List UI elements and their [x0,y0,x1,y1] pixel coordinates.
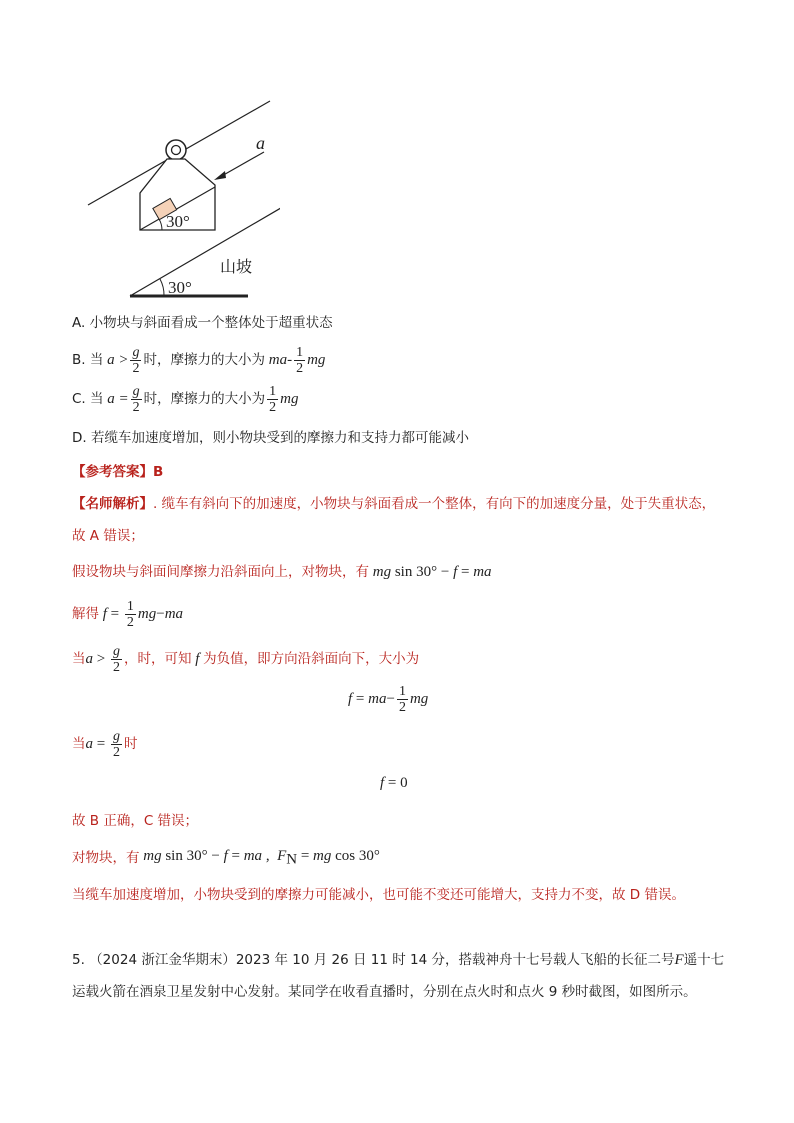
question-5-text-1: 5. （2024 浙江金华期末）2023 年 10 月 26 日 11 时 14 分，搭载神舟十七号载人飞船的长征二号 [72,952,675,968]
outer-angle-label: 30° [168,278,192,297]
question-5-line-1 [72,950,724,970]
reference-answer: 【参考答案】B [72,464,164,480]
analysis-text-5b: ，时，可知 [123,651,192,667]
option-b-mid: 时，摩擦力的大小为 [143,352,265,368]
symbol-f: f [191,651,204,667]
analysis-line-7: 故 B 正确，C 错误； [72,813,199,829]
analysis-text-8: 对物块，有 [72,850,140,866]
option-a: A. 小物块与斜面看成一个整体处于超重状态 [72,315,333,331]
question-5-line-2: 运载火箭在酒泉卫星发射中心发射。某同学在收看直播时，分别在点火时和点火 9 秒时截图，如图所示。 [72,984,697,1000]
analysis-text-4: 解得 [72,606,99,622]
option-b-condition: a > [103,352,129,368]
analysis-text-3: 假设物块与斜面间摩擦力沿斜面向上，对物块，有 [72,564,369,580]
slope-label: 山坡 [220,257,253,276]
analysis-text-6a: 当 [72,736,86,752]
option-b-prefix: B. 当 [72,352,104,368]
condition-a-gt: a > $\frac{g}{2}$ [85,643,120,675]
option-c-mg: mg [280,391,299,407]
outer-angle-arc [160,279,164,296]
analysis-text-6b: 时 [123,736,138,752]
analysis-line-4 [72,598,183,630]
cable-car-figure [80,95,280,305]
analysis-text-5c: 为负值，即方向沿斜面向下，大小为 [203,651,420,667]
equation-f-solution: f = $\frac{1}{2}$ mg − ma [99,598,184,630]
question-5-f-symbol: F [674,952,684,968]
option-b-ma: ma- [264,352,293,368]
pulley-inner [172,146,181,155]
analysis-line-6 [72,728,137,760]
equation-f-zero: f = 0 [380,775,408,791]
analysis-heading: 【名师解析】 [72,496,153,512]
option-c-half: $\frac{1}{2}$ [269,383,277,415]
analysis-text-1: . 缆车有斜向下的加速度，小物块与斜面看成一个整体，有向下的加速度分量，处于失重状态， [153,496,716,512]
option-b-half: $\frac{1}{2}$ [296,344,304,376]
option-c-condition: a = [103,391,129,407]
question-5-text-1-end: 遥十七 [683,952,725,968]
analysis-line-1 [72,494,715,514]
analysis-line-5 [72,642,419,676]
option-c-mid: 时，摩擦力的大小为 [143,391,266,407]
option-b-g-half: $\frac{g}{2}$ [132,344,140,376]
option-c-prefix: C. 当 [72,391,104,407]
equation-block-forces: mg sin 30° − f = ma , $F_N$ = mg cos 30° [139,848,380,868]
accel-label: a [256,133,265,153]
option-b [72,344,325,376]
option-d: D. 若缆车加速度增加，则小物块受到的摩擦力和支持力都可能减小 [72,430,469,446]
equation-f-magnitude: f = ma − $\frac{1}{2}$ mg [348,683,429,715]
condition-a-eq: a = $\frac{g}{2}$ [85,728,120,760]
analysis-line-2: 故 A 错误； [72,528,144,544]
accel-arrow-line [220,152,264,177]
analysis-line-3 [72,560,492,584]
accel-arrow-head [214,171,226,180]
equation-force-balance: mg sin 30° − f = ma [369,564,492,580]
analysis-line-8 [72,846,380,870]
option-b-mg: mg [307,352,326,368]
option-c [72,383,298,415]
inner-angle-label: 30° [166,212,190,231]
analysis-line-9: 当缆车加速度增加，小物块受到的摩擦力可能减小，也可能不变还可能增大，支持力不变，故 D 错误。 [72,887,685,903]
analysis-text-5a: 当 [72,651,86,667]
option-c-g-half: $\frac{g}{2}$ [132,383,140,415]
